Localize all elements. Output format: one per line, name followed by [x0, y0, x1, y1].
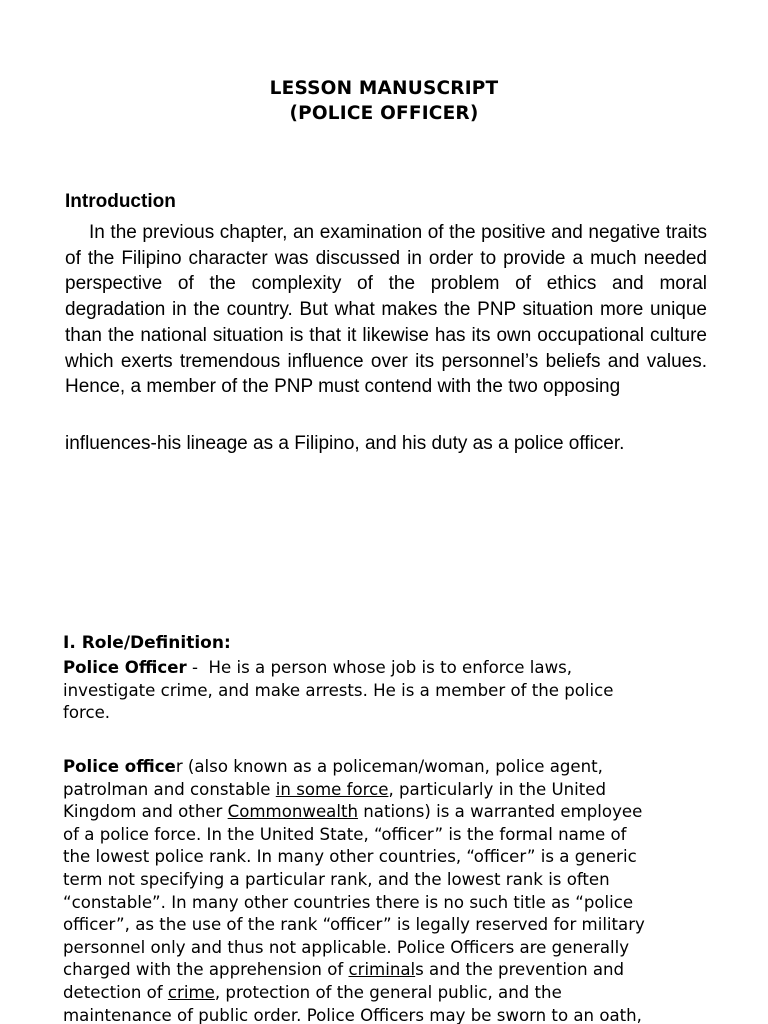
definition-paragraph — [63, 657, 723, 725]
body-line-3-text: Kingdom and other — [63, 802, 228, 822]
body-line-10-pre: charged with the apprehension of — [63, 960, 349, 980]
body-line-2 — [63, 779, 728, 802]
body-line-3-post: nations) is a warranted employee — [357, 802, 643, 822]
introduction-paragraph-text: In the previous chapter, an examination of the positive and negative traits of the Filipino character was discussed in order to provide a much needed perspective of the complexity of the problem of ethics and moral degradation in the country. But what makes the PNP situation more unique than the national situation is that it likewise has its own occupational culture which exerts tremendous influence over its personnel’s beliefs and values. Hence, a member of the PNP must contend with the two opposing — [65, 222, 707, 398]
link-crime[interactable]: crime — [167, 982, 215, 1002]
body-line-4: of a police force. In the United State, “officer” is the formal name of — [63, 824, 627, 844]
body-line-8: officer”, as the use of the rank “officer” is legally reserved for military — [63, 915, 645, 935]
definition-separator: - — [186, 658, 209, 677]
body-line-10-post: s and the prevention and — [415, 960, 625, 980]
body-term-suffix: r — [175, 757, 183, 776]
definition-term: Police Officer — [63, 658, 187, 677]
body-line-2-pre: patrolman and constable — [63, 779, 276, 799]
body-line-7: “constable”. In many other countries there is no such title as “police — [63, 892, 634, 912]
document-title — [0, 76, 768, 126]
title-line-1: LESSON MANUSCRIPT — [269, 78, 499, 99]
body-line-1 — [63, 756, 728, 779]
police-officer-paragraph — [63, 756, 728, 1024]
introduction-heading: Introduction — [65, 191, 176, 212]
introduction-last-line: influences-his lineage as a Filipino, and his duty as a police officer. — [65, 433, 625, 454]
body-term: Police office — [63, 757, 176, 776]
link-commonwealth[interactable]: Commonwealth — [227, 802, 358, 822]
body-line-11-post: , protection of the general public, and the — [214, 982, 562, 1002]
body-line-6: term not specifying a particular rank, and the lowest rank is often — [63, 869, 610, 889]
body-line-12: maintenance of public order. Police Officers may be sworn to an oath, — [63, 1005, 642, 1024]
body-line-11-pre: detection of — [63, 982, 168, 1002]
link-in-some-force[interactable]: in some force — [275, 779, 389, 799]
definition-line-1 — [63, 657, 723, 680]
definition-line-3: force. — [63, 703, 111, 723]
definition-text-1: He is a person whose job is to enforce laws, — [208, 658, 573, 677]
title-line-2: (POLICE OFFICER) — [289, 103, 479, 124]
introduction-paragraph — [65, 220, 707, 400]
body-line-10 — [63, 959, 728, 982]
body-line-2-post: , particularly in the United — [388, 779, 607, 799]
body-line-1-text: (also known as a policeman/woman, police agent, — [182, 757, 603, 776]
link-criminal[interactable]: criminal — [348, 960, 416, 980]
body-line-3 — [63, 801, 728, 824]
role-definition-heading: I. Role/Definition: — [63, 633, 231, 653]
body-line-11 — [63, 982, 728, 1005]
body-line-9: personnel only and thus not applicable. Police Officers are generally — [63, 937, 630, 957]
definition-line-2: investigate crime, and make arrests. He is a member of the police — [63, 680, 614, 700]
body-line-5: the lowest police rank. In many other countries, “officer” is a generic — [63, 847, 637, 867]
